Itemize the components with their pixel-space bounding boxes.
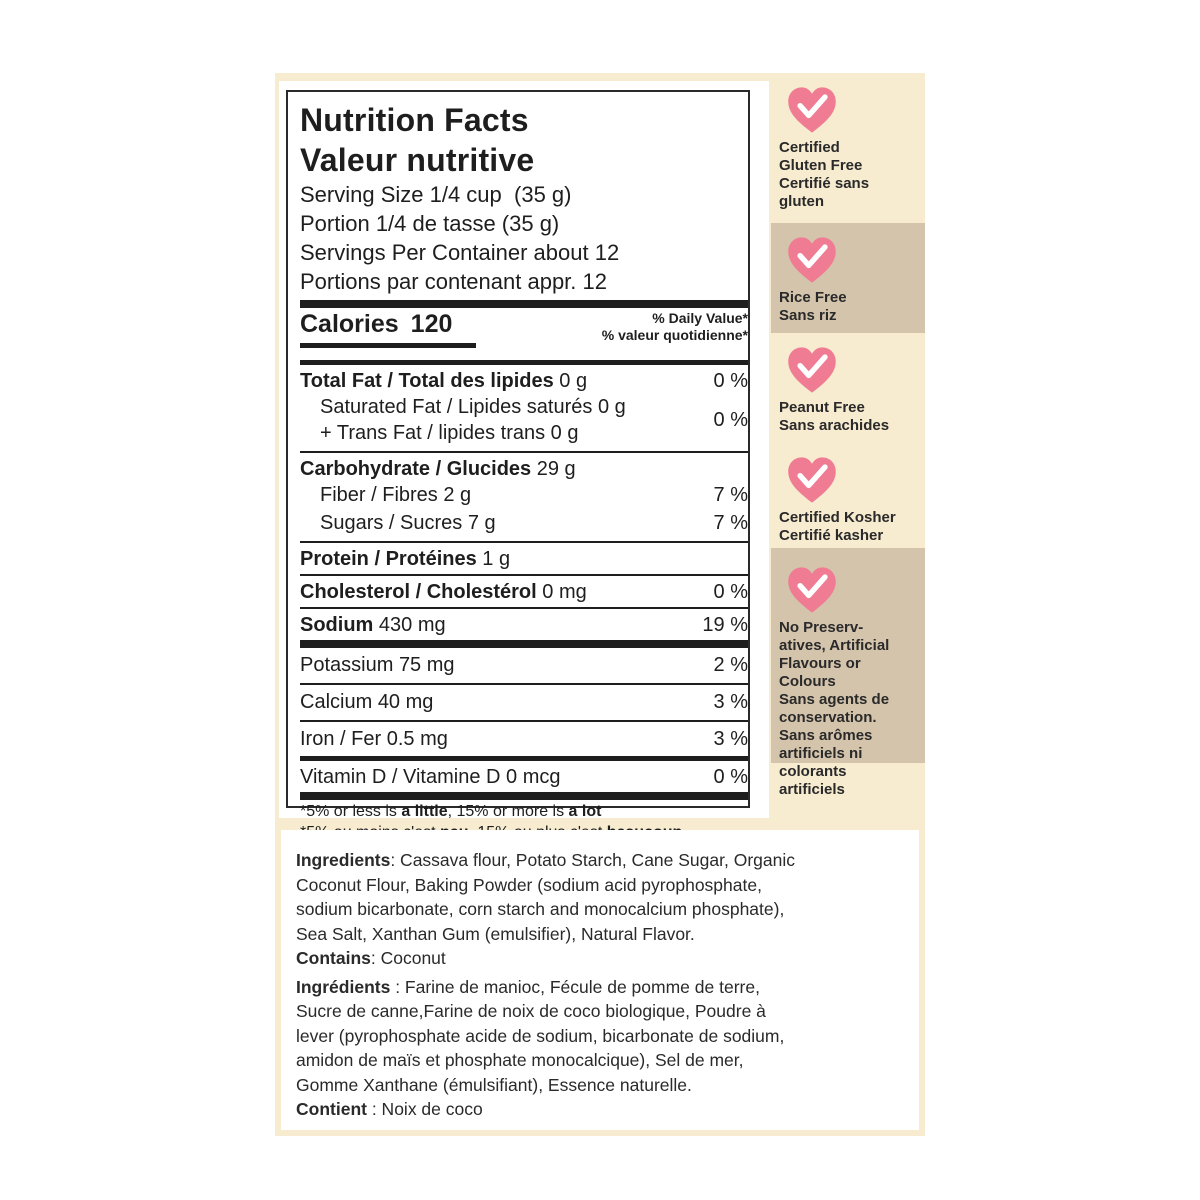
certification-badge — [779, 563, 925, 799]
vitamin-d-amount: 0 mcg — [506, 766, 561, 788]
heart-check-icon — [785, 83, 839, 137]
potassium-pct: 2 % — [713, 654, 748, 676]
calories-row — [300, 308, 748, 360]
divider-thick — [300, 640, 748, 648]
badge-label-line: Flavours or — [779, 655, 861, 672]
sat-fat-label: Saturated Fat / Lipides saturés — [320, 396, 593, 418]
contains-fr — [296, 1097, 916, 1122]
badge-label-line: artificiels ni — [779, 745, 863, 762]
contains-en-text: : Coconut — [370, 948, 446, 968]
servings-per-container-en: Servings Per Container about 12 — [300, 240, 620, 265]
fiber-pct: 7 % — [713, 484, 748, 506]
fat-breakdown-row — [300, 394, 748, 446]
badge-label-line: gluten — [779, 193, 824, 210]
total-fat-amount: 0 g — [559, 370, 588, 392]
sugars-pct: 7 % — [713, 512, 748, 534]
ingredients-en-text: : Cassava flour, Potato Starch, Cane Sugar, Organic — [390, 850, 795, 870]
fiber-row — [300, 482, 748, 508]
cholesterol-amount: 0 mg — [542, 581, 587, 603]
badge-label-line: Certifié sans — [779, 175, 870, 192]
divider-thick — [300, 300, 748, 308]
sodium-amount: 430 mg — [378, 614, 446, 636]
protein-label: Protein / Protéines — [300, 548, 477, 570]
certification-badge — [779, 343, 925, 435]
upper-section — [275, 73, 925, 818]
carb-amount: 29 g — [536, 458, 576, 480]
badge-label-line: colorants — [779, 763, 847, 780]
ingredients-en-line: sodium bicarbonate, corn starch and monocalcium phosphate), — [296, 899, 785, 919]
badge-label — [779, 619, 925, 799]
divider-thin — [300, 683, 748, 685]
serving-size-fr: Portion 1/4 de tasse (35 g) — [300, 211, 560, 236]
badge-label — [779, 139, 925, 211]
calcium-pct: 3 % — [713, 691, 748, 713]
badge-label-line: Sans riz — [779, 307, 837, 324]
ingredients-fr-line: Gomme Xanthane (émulsifiant), Essence naturelle. — [296, 1074, 692, 1095]
badge-label — [779, 289, 925, 325]
ingredients-fr-line: Sucre de canne,Farine de noix de coco biologique, Poudre à — [296, 1001, 766, 1021]
sugars-amount: 7 g — [467, 512, 496, 534]
divider-medium — [300, 756, 748, 761]
trans-fat-amount: 0 g — [550, 422, 579, 444]
total-fat-row — [300, 368, 748, 394]
iron-pct: 3 % — [713, 728, 748, 750]
badge-label-line: conservation. — [779, 709, 877, 726]
calories-label: Calories — [300, 310, 399, 338]
carb-row — [300, 456, 748, 482]
ingredients-fr-line — [296, 975, 916, 1000]
vitamin-d-label: Vitamin D / Vitamine D — [300, 766, 501, 788]
ingredients-fr-line: lever (pyrophosphate acide de sodium, bicarbonate de sodium, — [296, 1025, 785, 1046]
iron-amount: 0.5 mg — [386, 728, 448, 750]
nutrition-title-en: Nutrition Facts — [300, 102, 529, 138]
ingredients-en-line: Coconut Flour, Baking Powder (sodium acid pyrophosphate, — [296, 874, 762, 895]
calories-value: 120 — [410, 310, 453, 338]
ingredients-fr-line: amidon de maïs et phosphate monocalcique), Sel de mer, — [296, 1050, 744, 1070]
badge-label-line: Peanut Free — [779, 399, 865, 416]
calories-underline — [300, 343, 476, 348]
calcium-amount: 40 mg — [377, 691, 434, 713]
protein-amount: 1 g — [482, 548, 511, 570]
heart-check-icon — [785, 563, 839, 617]
divider-thick — [300, 792, 748, 800]
sugars-row — [300, 510, 748, 536]
sodium-pct: 19 % — [702, 614, 748, 636]
trans-fat-label: + Trans Fat / lipides trans — [320, 422, 546, 444]
fiber-amount: 2 g — [443, 484, 472, 506]
iron-row — [300, 726, 748, 752]
footnote-en-text: , 15% or more is — [447, 803, 569, 820]
divider-medium — [300, 360, 748, 365]
badge-label — [779, 509, 925, 545]
total-fat-label: Total Fat / Total des lipides — [300, 370, 554, 392]
badge-label-line: Sans arômes — [779, 727, 873, 744]
badge-label — [779, 399, 925, 435]
cholesterol-pct: 0 % — [713, 581, 748, 603]
certification-badge — [779, 453, 925, 545]
potassium-amount: 75 mg — [398, 654, 455, 676]
ingredients-box — [281, 830, 919, 1130]
total-fat-pct: 0 % — [713, 370, 748, 392]
contains-en — [296, 946, 916, 971]
contains-fr-label: Contient — [296, 1099, 367, 1119]
serving-size-en: Serving Size 1/4 cup (35 g) — [300, 182, 572, 207]
carb-label: Carbohydrate / Glucides — [300, 458, 532, 480]
cholesterol-label: Cholesterol / Cholestérol — [300, 581, 537, 603]
contains-en-label: Contains — [296, 948, 371, 968]
heart-check-icon — [785, 453, 839, 507]
badge-label-line: artificiels — [779, 781, 845, 798]
iron-label: Iron / Fer — [300, 728, 382, 750]
footnote-en-bold: a little — [401, 803, 448, 820]
badge-label-line: Sans arachides — [779, 417, 890, 434]
daily-value-en: % Daily Value* — [652, 310, 748, 326]
footnote-en — [300, 802, 748, 821]
sugars-label: Sugars / Sucres — [320, 512, 463, 534]
ingredients-fr-text: : Farine de manioc, Fécule de pomme de terre, — [390, 976, 760, 997]
badge-label-line: Gluten Free — [779, 157, 863, 174]
sat-trans-pct: 0 % — [713, 409, 748, 431]
divider-thin — [300, 607, 748, 609]
badge-label-line: Sans agents de — [779, 691, 890, 708]
divider-thin — [300, 720, 748, 722]
calcium-label: Calcium — [300, 691, 373, 713]
divider-thin — [300, 541, 748, 543]
divider-thin — [300, 574, 748, 576]
sodium-label: Sodium — [300, 614, 374, 636]
daily-value-header — [602, 310, 748, 344]
ingredients-fr — [296, 975, 916, 1122]
vitamin-d-pct: 0 % — [713, 766, 748, 788]
footnote-en-text: *5% or less is — [300, 803, 402, 820]
protein-row — [300, 546, 748, 572]
ingredients-en-label: Ingredients — [296, 850, 391, 870]
cholesterol-row — [300, 579, 748, 605]
fiber-label: Fiber / Fibres — [320, 484, 438, 506]
nutrition-facts-table — [286, 90, 750, 820]
certification-badge — [779, 233, 925, 325]
product-label-panel — [275, 73, 925, 1136]
vitamin-d-row — [300, 764, 748, 790]
badge-label-line: Certifié kasher — [779, 527, 884, 544]
ingredients-en-line — [296, 848, 916, 873]
ingredients-fr-label: Ingrédients — [296, 976, 391, 997]
contains-fr-text: : Noix de coco — [366, 1099, 483, 1119]
badge-label-line: atives, Artificial — [779, 637, 890, 654]
badge-label-line: Certified — [779, 139, 840, 156]
badge-label-line: No Preserv- — [779, 619, 864, 636]
divider-thin — [300, 451, 748, 453]
servings-per-container-fr: Portions par contenant appr. 12 — [300, 269, 607, 294]
footnote-en-bold: a lot — [568, 803, 602, 820]
certification-badge — [779, 83, 925, 211]
badge-label-line: Colours — [779, 673, 836, 690]
badge-label-line: Certified Kosher — [779, 509, 896, 526]
heart-check-icon — [785, 233, 839, 287]
sat-fat-amount: 0 g — [597, 396, 626, 418]
nutrition-title-fr: Valeur nutritive — [300, 142, 535, 178]
sodium-row — [300, 612, 748, 638]
daily-value-fr: % valeur quotidienne* — [601, 327, 748, 343]
ingredients-en-line: Sea Salt, Xanthan Gum (emulsifier), Natural Flavor. — [296, 923, 695, 944]
ingredients-en — [296, 848, 916, 971]
badge-label-line: Rice Free — [779, 289, 847, 306]
potassium-row — [300, 652, 748, 678]
calcium-row — [300, 689, 748, 715]
heart-check-icon — [785, 343, 839, 397]
potassium-label: Potassium — [300, 654, 394, 676]
